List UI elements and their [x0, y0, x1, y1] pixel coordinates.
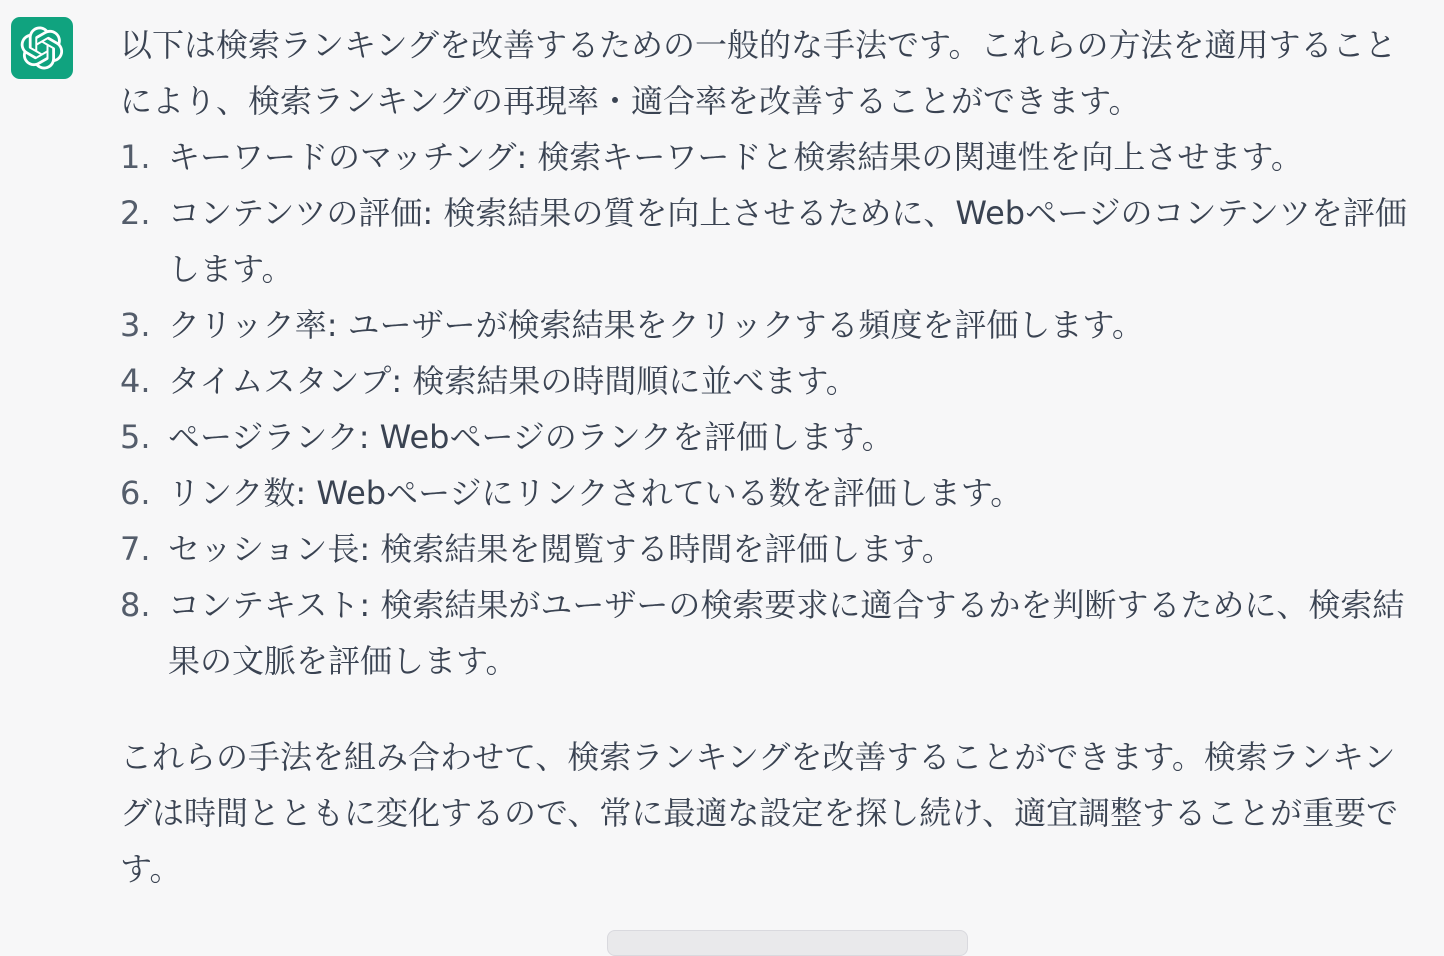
- closing-paragraph: これらの手法を組み合わせて、検索ランキングを改善することができます。検索ランキングは時間とともに変化するので、常に最適な設定を探し続け、適宜調整することが重要です。: [120, 738, 1399, 888]
- openai-logo-icon: [20, 26, 64, 70]
- list-item: コンテンツの評価: 検索結果の質を向上させるために、Webページのコンテンツを評価します。: [168, 194, 1407, 288]
- list-item: コンテキスト: 検索結果がユーザーの検索要求に適合するかを判断するために、検索結果の文脈を評価します。: [168, 586, 1405, 680]
- list-item: キーワードのマッチング: 検索キーワードと検索結果の関連性を向上させます。: [168, 138, 1303, 176]
- list-item: ページランク: Webページのランクを評価します。: [168, 418, 894, 456]
- message-content: [120, 17, 1420, 897]
- avatar: [11, 17, 73, 79]
- list-item: タイムスタンプ: 検索結果の時間順に並べます。: [168, 362, 858, 400]
- list-item: クリック率: ユーザーが検索結果をクリックする頻度を評価します。: [168, 306, 1144, 344]
- intro-paragraph: 以下は検索ランキングを改善するための一般的な手法です。これらの方法を適用することにより、検索ランキングの再現率・適合率を改善することができます。: [120, 26, 1397, 120]
- ranking-methods-list: [120, 129, 1420, 689]
- list-item: リンク数: Webページにリンクされている数を評価します。: [168, 474, 1023, 512]
- list-item: セッション長: 検索結果を閲覧する時間を評価します。: [168, 530, 954, 568]
